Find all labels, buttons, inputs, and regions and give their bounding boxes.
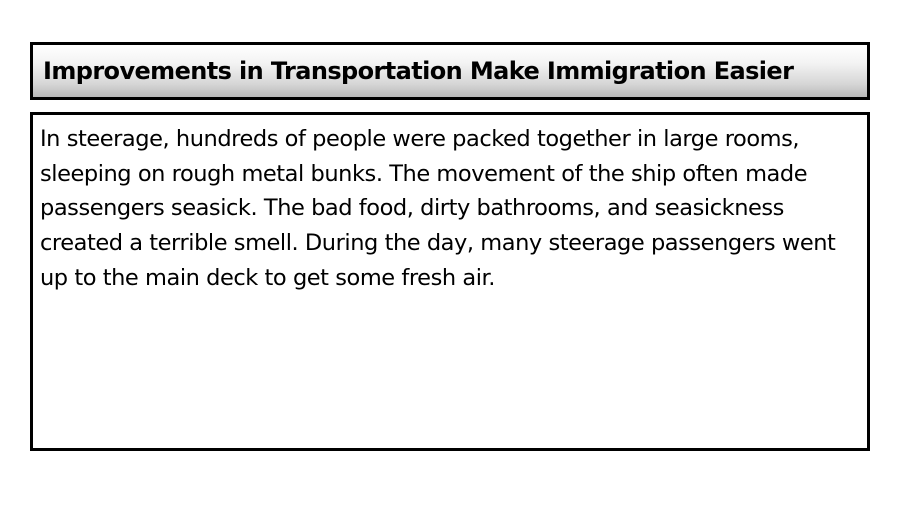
title-box xyxy=(30,42,870,100)
body-text-box xyxy=(30,112,870,451)
slide-title: Improvements in Transportation Make Immigration Easier xyxy=(43,57,794,85)
body-paragraph: In steerage, hundreds of people were packed together in large rooms, sleeping on rough metal bunks. The movement of the ship often made passengers seasick. The bad food, dirty bathrooms, and seasickness created a terrible smell. During the day, many steerage passengers went up to the main deck to get some fresh air. xyxy=(40,126,836,291)
